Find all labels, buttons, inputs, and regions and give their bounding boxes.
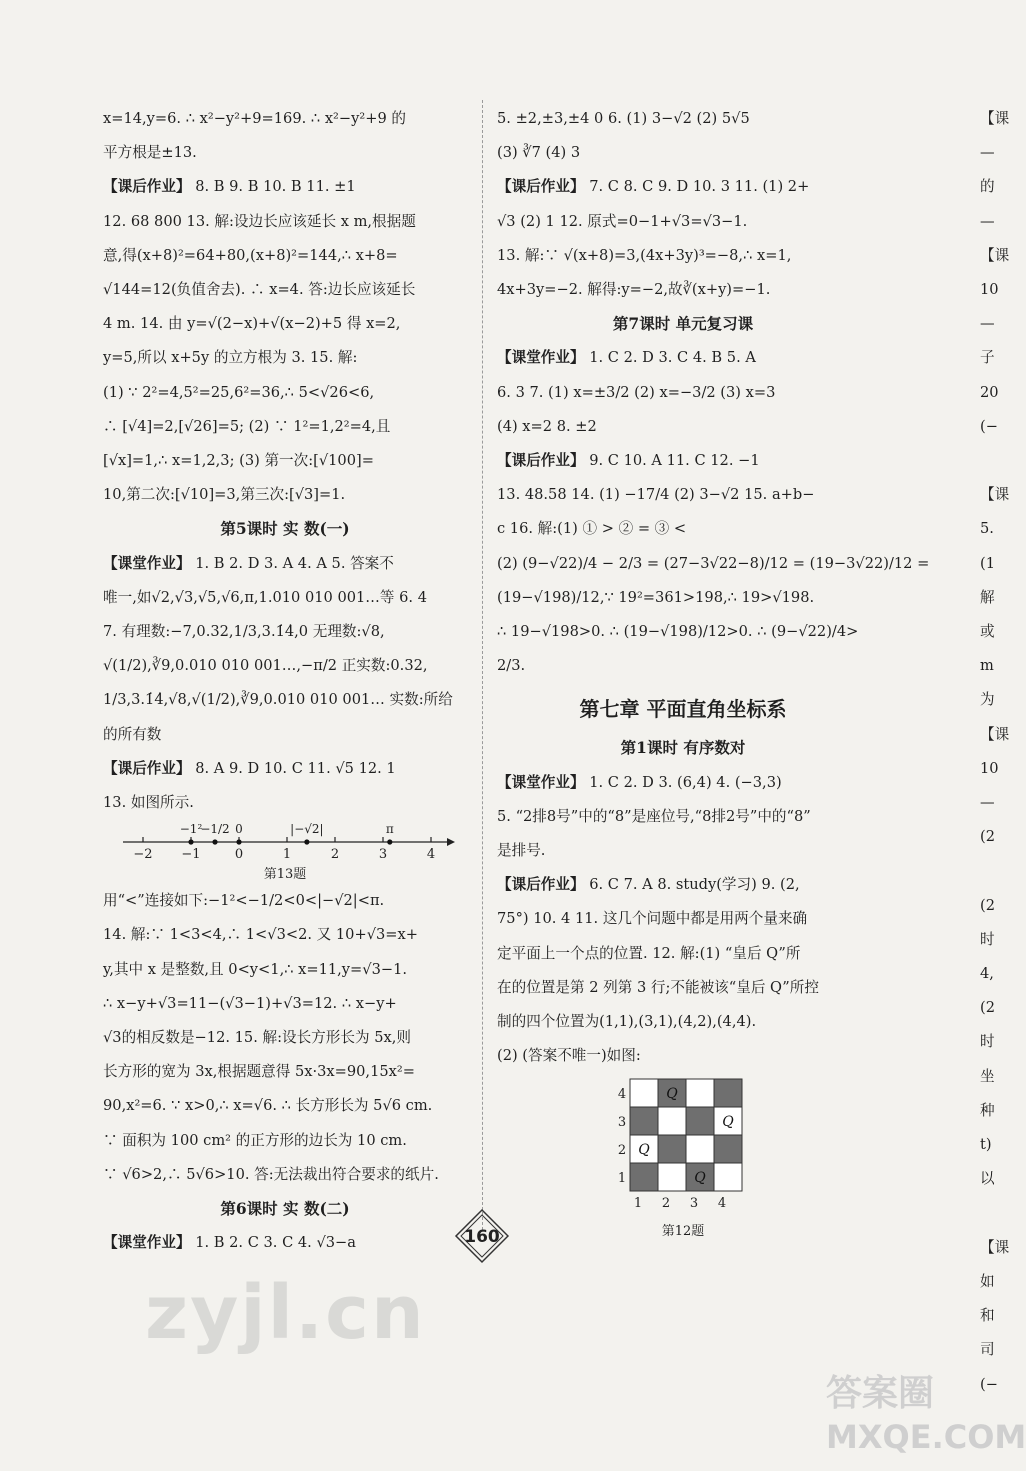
homework-line: 【课后作业】 6. C 7. A 8. study(学习) 9. (2, — [497, 876, 800, 894]
right-fragment: (2 — [980, 999, 995, 1017]
class-work-tag: 【课堂作业】 — [103, 1234, 191, 1252]
text-line: 13. 解:∵ √(x+8)=3,(4x+3y)³=−8,∴ x=1, — [497, 246, 792, 264]
watermark-site: MXQE.COM — [826, 1418, 1026, 1456]
text-line: 用“<”连接如下:−1²<−1/2<0<|−√2|<π. — [103, 892, 385, 910]
homework-line: 【课后作业】 7. C 8. C 9. D 10. 3 11. (1) 2+ — [497, 178, 810, 196]
homework-line: 【课后作业】 8. B 9. B 10. B 11. ±1 — [103, 178, 356, 196]
text-line: 13. 48.58 14. (1) −17/4 (2) 3−√2 15. a+b− — [497, 486, 815, 504]
text-line: √3 (2) 1 12. 原式=0−1+√3=√3−1. — [497, 212, 748, 230]
homework-tag: 【课后作业】 — [497, 178, 585, 196]
text-line: 1/3,3.1̇4̇,√8,√(1/2),∛9,0.010 010 001… 实数:所给 — [103, 691, 453, 709]
class-work-tag: 【课堂作业】 — [497, 349, 585, 367]
number-line-figure — [115, 820, 455, 866]
right-fragment: 20 — [980, 383, 999, 401]
text-line: (1) ∵ 2²=4,5²=25,6²=36,∴ 5<√26<6, — [103, 383, 375, 401]
right-fragment: 种 — [980, 1101, 995, 1119]
right-fragment: 5. — [980, 520, 994, 538]
right-fragment: t) — [980, 1136, 992, 1154]
right-fragment: 解 — [980, 588, 995, 606]
board-col-label: 3 — [689, 1196, 699, 1212]
text-line: √3的相反数是−12. 15. 解:设长方形长为 5x,则 — [103, 1029, 411, 1047]
right-fragment: (2 — [980, 828, 995, 846]
text-line: 在的位置是第 2 列第 3 行;不能被该“皇后 Q”所控 — [497, 978, 819, 996]
numberline-point — [236, 840, 241, 845]
watermark-stamp: 答案圈 — [826, 1373, 935, 1414]
board-cell — [714, 1079, 742, 1107]
text-line: 唯一,如√2,√3,√5,√6,π,1.010 010 001…等 6. 4 — [103, 588, 427, 606]
right-fragment — [980, 444, 1020, 478]
middle-column — [497, 102, 930, 1241]
class-work-line: 【课堂作业】 1. B 2. C 3. C 4. √3−a — [103, 1234, 356, 1252]
right-fragment: 时 — [980, 930, 995, 948]
numberline-tick-label: 4 — [426, 847, 436, 863]
board-cell — [658, 1163, 686, 1191]
homework-line: 【课后作业】 8. A 9. D 10. C 11. √5 12. 1 — [103, 759, 396, 777]
right-fragment: 以 — [980, 1170, 995, 1188]
page-number-badge — [454, 1208, 510, 1264]
right-fragment: — — [980, 212, 995, 230]
right-column-fragment — [980, 102, 1020, 1402]
numberline-point-label: |−√2| — [290, 822, 324, 837]
text-line: ∴ x−y+√3=11−(√3−1)+√3=12. ∴ x−y+ — [103, 994, 397, 1012]
text-line: 12. 68 800 13. 解:设边长应该延长 x m,根据题 — [103, 212, 416, 230]
text-line: x=14,y=6. ∴ x²−y²+9=169. ∴ x²−y²+9 的 — [103, 110, 406, 127]
text-line: 2/3. — [497, 657, 526, 675]
class-work-tag: 【课堂作业】 — [497, 773, 585, 791]
numberline-tick-label: 0 — [234, 847, 244, 863]
board-cell — [630, 1163, 658, 1191]
right-fragment: 的 — [980, 178, 995, 196]
text-line: 10,第二次:[√10]=3,第三次:[√3]=1. — [103, 486, 346, 504]
text-line: 5. “2排8号”中的“8”是座位号,“8排2号”中的“8” — [497, 807, 811, 825]
numberline-point — [188, 840, 193, 845]
numberline-tick-label: −1 — [181, 847, 201, 863]
text-line: y,其中 x 是整数,且 0<y<1,∴ x=11,y=√3−1. — [103, 960, 408, 978]
numberline-tick-label: −2 — [133, 847, 153, 863]
right-fragment: 10 — [980, 759, 999, 777]
chapter-title: 第七章 平面直角坐标系 — [579, 697, 787, 722]
numberline-point — [387, 840, 392, 845]
numberline-tick-label: 2 — [330, 847, 340, 863]
figure-caption: 第13题 — [263, 867, 307, 883]
board-cell — [630, 1079, 658, 1107]
text-line: 定平面上一个点的位置. 12. 解:(1) “皇后 Q”所 — [497, 944, 801, 962]
text-line: ∴ 19−√198>0. ∴ (19−√198)/12>0. ∴ (9−√22)/4> — [497, 623, 859, 641]
board-col-label: 2 — [661, 1196, 671, 1212]
text-line: (19−√198)/12,∵ 19²=361>198,∴ 19>√198. — [497, 588, 815, 606]
text-line: y=5,所以 x+5y 的立方根为 3. 15. 解: — [103, 349, 358, 367]
class-work-line: 【课堂作业】 1. B 2. D 3. A 4. A 5. 答案不 — [103, 554, 394, 572]
homework-tag: 【课后作业】 — [103, 759, 191, 777]
board-cell — [686, 1079, 714, 1107]
right-fragment: 为 — [980, 691, 995, 709]
chessboard-figure — [608, 1073, 758, 1223]
section-title: 第1课时 有序数对 — [620, 738, 746, 758]
right-fragment: 和 — [980, 1307, 995, 1325]
right-fragment: — — [980, 144, 995, 162]
numberline-point-label: −1² — [179, 822, 203, 837]
right-fragment: (− — [980, 417, 998, 435]
class-work-tag: 【课堂作业】 — [103, 554, 191, 572]
numberline-point-label: −1/2 — [200, 822, 230, 837]
text-line: (3) ∛7 (4) 3 — [497, 144, 581, 162]
board-cell — [658, 1107, 686, 1135]
board-queen: Q — [694, 1170, 706, 1187]
board-row-label: 1 — [617, 1171, 627, 1187]
board-row-label: 2 — [617, 1143, 627, 1159]
right-fragment: 子 — [980, 349, 995, 367]
section-title: 第7课时 单元复习课 — [612, 314, 754, 334]
board-col-label: 4 — [717, 1196, 727, 1212]
right-fragment — [980, 1197, 1020, 1231]
text-line: 4 m. 14. 由 y=√(2−x)+√(x−2)+5 得 x=2, — [103, 315, 401, 333]
right-fragment: 坐 — [980, 1067, 995, 1085]
board-cell — [714, 1163, 742, 1191]
board-cell — [686, 1107, 714, 1135]
text-line: (4) x=2 8. ±2 — [497, 417, 597, 435]
board-queen: Q — [638, 1142, 650, 1159]
text-line: ∴ [√4]=2,[√26]=5; (2) ∵ 1²=1,2²=4,且 — [103, 417, 391, 435]
right-fragment: — — [980, 794, 995, 812]
board-queen: Q — [722, 1114, 734, 1131]
homework-line: 【课后作业】 9. C 10. A 11. C 12. −1 — [497, 452, 760, 470]
board-queen: Q — [666, 1086, 678, 1103]
board-cell — [686, 1135, 714, 1163]
text-line: c 16. 解:(1) ① > ② = ③ < — [497, 520, 687, 538]
text-line: 平方根是±13. — [103, 144, 197, 162]
class-work-line: 【课堂作业】 1. C 2. D 3. (6,4) 4. (−3,3) — [497, 773, 782, 791]
right-fragment: 司 — [980, 1341, 995, 1359]
watermark-logo: zyjl.cn — [145, 1270, 426, 1356]
right-fragment — [980, 854, 1020, 888]
text-line: 5. ±2,±3,±4 0 6. (1) 3−√2 (2) 5√5 — [497, 110, 750, 127]
homework-tag: 【课后作业】 — [497, 876, 585, 894]
board-cell — [630, 1107, 658, 1135]
text-line: ∵ √6>2,∴ 5√6>10. 答:无法裁出符合要求的纸片. — [103, 1165, 439, 1183]
board-cell — [658, 1135, 686, 1163]
text-line: 意,得(x+8)²=64+80,(x+8)²=144,∴ x+8= — [103, 246, 398, 264]
right-fragment: 如 — [980, 1272, 995, 1290]
text-line: [√x]=1,∴ x=1,2,3; (3) 第一次:[√100]= — [103, 452, 374, 470]
right-fragment: 【课 — [980, 246, 1010, 264]
numberline-point — [212, 840, 217, 845]
board-row-label: 3 — [617, 1115, 627, 1131]
numberline-tick-label: 1 — [282, 847, 292, 863]
page-number-diamond — [454, 1208, 510, 1264]
right-fragment: 【课 — [980, 1238, 1010, 1256]
right-fragment: 【课 — [980, 486, 1010, 504]
text-line: 4x+3y=−2. 解得:y=−2,故∛(x+y)=−1. — [497, 281, 771, 299]
right-fragment: (2 — [980, 896, 995, 914]
numberline-tick-label: 3 — [378, 847, 388, 863]
text-line: 75°) 10. 4 11. 这几个问题中都是用两个量来确 — [497, 910, 808, 928]
text-line: 的所有数 — [103, 725, 162, 743]
column-divider — [482, 100, 483, 1230]
page-number: 160 — [464, 1227, 500, 1247]
text-line: 是排号. — [497, 842, 546, 860]
right-fragment: (1 — [980, 554, 995, 572]
homework-tag: 【课后作业】 — [497, 452, 585, 470]
homework-tag: 【课后作业】 — [103, 178, 191, 196]
text-line: 13. 如图所示. — [103, 794, 194, 812]
left-column — [103, 102, 467, 1261]
text-line: 7. 有理数:−7,0.32,1/3,3.1̇4̇,0 无理数:√8, — [103, 623, 385, 641]
text-line: 6. 3 7. (1) x=±3/2 (2) x=−3/2 (3) x=3 — [497, 383, 776, 401]
right-fragment: 4, — [980, 965, 994, 983]
board-cell — [714, 1135, 742, 1163]
right-fragment: 【课 — [980, 725, 1010, 743]
numberline-point-label: π — [385, 822, 394, 837]
right-fragment: — — [980, 315, 995, 333]
right-fragment: 或 — [980, 623, 995, 641]
text-line: (2) (9−√22)/4 − 2/3 = (27−3√22−8)/12 = (19−3√22)/12 = — [497, 554, 930, 572]
right-fragment: (− — [980, 1375, 998, 1393]
text-line: √144=12(负值舍去). ∴ x=4. 答:边长应该延长 — [103, 281, 416, 299]
board-col-label: 1 — [633, 1196, 643, 1212]
text-line: 14. 解:∵ 1<3<4,∴ 1<√3<2. 又 10+√3=x+ — [103, 926, 418, 944]
board-row-label: 4 — [617, 1087, 627, 1103]
text-line: (2) (答案不唯一)如图: — [497, 1047, 641, 1065]
text-line: 制的四个位置为(1,1),(3,1),(4,2),(4,4). — [497, 1013, 757, 1031]
right-fragment: 【课 — [980, 110, 1010, 127]
text-line: 长方形的宽为 3x,根据题意得 5x·3x=90,15x²= — [103, 1063, 415, 1081]
right-fragment: 时 — [980, 1033, 995, 1051]
section-title: 第5课时 实 数(一) — [220, 519, 350, 539]
text-line: ∵ 面积为 100 cm² 的正方形的边长为 10 cm. — [103, 1131, 407, 1149]
numberline-point-label: 0 — [235, 822, 243, 837]
numberline-point — [304, 840, 309, 845]
right-fragment: 10 — [980, 281, 999, 299]
class-work-line: 【课堂作业】 1. C 2. D 3. C 4. B 5. A — [497, 349, 756, 367]
text-line: 90,x²=6. ∵ x>0,∴ x=√6. ∴ 长方形长为 5√6 cm. — [103, 1097, 433, 1115]
text-line: √(1/2),∛9,0.010 010 001…,−π/2 正实数:0.32, — [103, 657, 428, 675]
right-fragment: m — [980, 657, 994, 675]
section-title: 第6课时 实 数(二) — [220, 1199, 350, 1219]
figure-caption: 第12题 — [661, 1224, 705, 1240]
